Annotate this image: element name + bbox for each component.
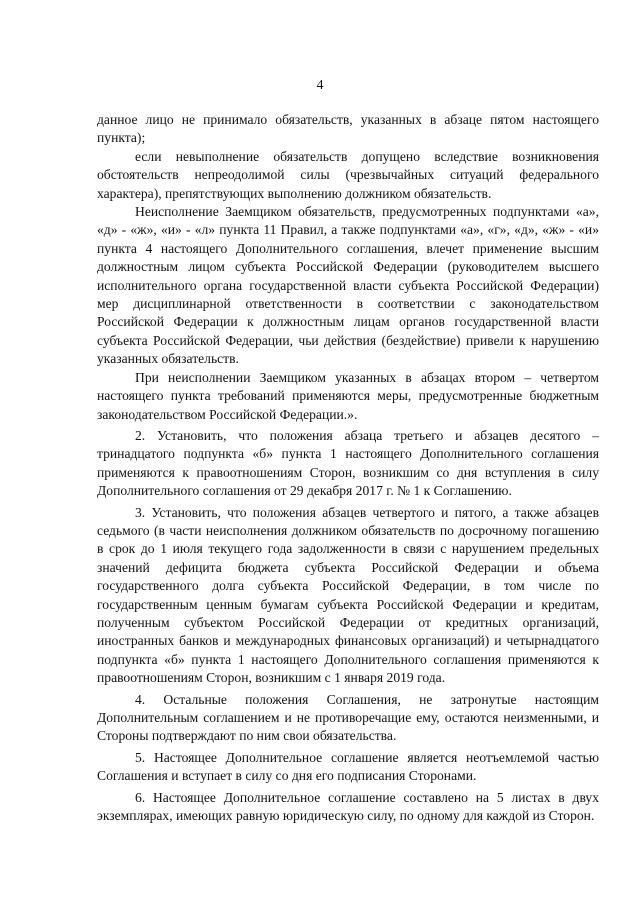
document-body bbox=[97, 111, 599, 825]
page-number: 4 bbox=[316, 78, 324, 93]
paragraph-item-4: 4. Остальные положения Соглашения, не затронутые настоящим Дополнительным соглашением и не противоречащие ему, остаются неизменными, и Стороны подтверждают по ним свои обязательства. bbox=[97, 691, 599, 744]
paragraph-item-3: 3. Установить, что положения абзацев четвертого и пятого, а также абзацев седьмого (в части неисполнения должником обязательств по досрочному погашению в срок до 1 июля текущего года задолженности в связи с нарушением предельных значений дефицита бюджета субъекта Российской Федерации и объема государственного долга субъекта Российской Федерации, в том числе по государственным ценным бумагам субъекта Российской Федерации и кредитам, полученным субъектом Российской Федерации от кредитных организаций, иностранных банков и международных финансовых организаций) и четырнадцатого подпункта «б» пункта 1 настоящего Дополнительного соглашения применяются к правоотношениям Сторон, возникшим с 1 января 2019 года. bbox=[97, 504, 599, 686]
paragraph-item-6: 6. Настоящее Дополнительное соглашение составлено на 5 листах в двух экземплярах, имеющих равную юридическую силу, по одному для каждой из Сторон. bbox=[97, 789, 599, 824]
paragraph-disciplinary-liability: Неисполнение Заемщиком обязательств, предусмотренных подпунктами «а», «д» - «ж», «и» - «л» пункта 11 Правил, а также подпунктами «а», «г», «д», «ж» - «и» пункта 4 настоящего Дополнительного соглашения, влечет применение высшим должностным лицом субъекта Российской Федерации (руководителем высшего исполнительного органа государственной власти субъекта Российской Федерации) мер дисциплинарной ответственности в соответствии с законодательством Российской Федерации к должностным лицам органов государственной власти субъекта Российской Федерации, чьи действия (бездействие) привели к нарушению указанных обязательств. bbox=[97, 204, 599, 367]
paragraph-continuation: данное лицо не принимало обязательств, указанных в абзаце пятом настоящего пункта); bbox=[97, 112, 599, 146]
paragraph-item-5: 5. Настоящее Дополнительное соглашение является неотъемлемой частью Соглашения и вступает в силу со дня его подписания Сторонами. bbox=[97, 749, 599, 784]
paragraph-budget-measures: При неисполнении Заемщиком указанных в абзацах втором – четвертом настоящего пункта требований применяются меры, предусмотренные бюджетным законодательством Российской Федерации.». bbox=[97, 369, 599, 422]
paragraph-force-majeure: если невыполнение обязательств допущено вследствие возникновения обстоятельств непреодолимой силы (чрезвычайных ситуаций федерального характера), препятствующих выполнению должником обязательств. bbox=[97, 148, 599, 201]
paragraph-item-2: 2. Установить, что положения абзаца третьего и абзацев десятого – тринадцатого подпункта «б» пункта 1 настоящего Дополнительного соглашения применяются к правоотношениям Сторон, возникшим со дня вступления в силу Дополнительного соглашения от 29 декабря 2017 г. № 1 к Соглашению. bbox=[97, 427, 599, 499]
